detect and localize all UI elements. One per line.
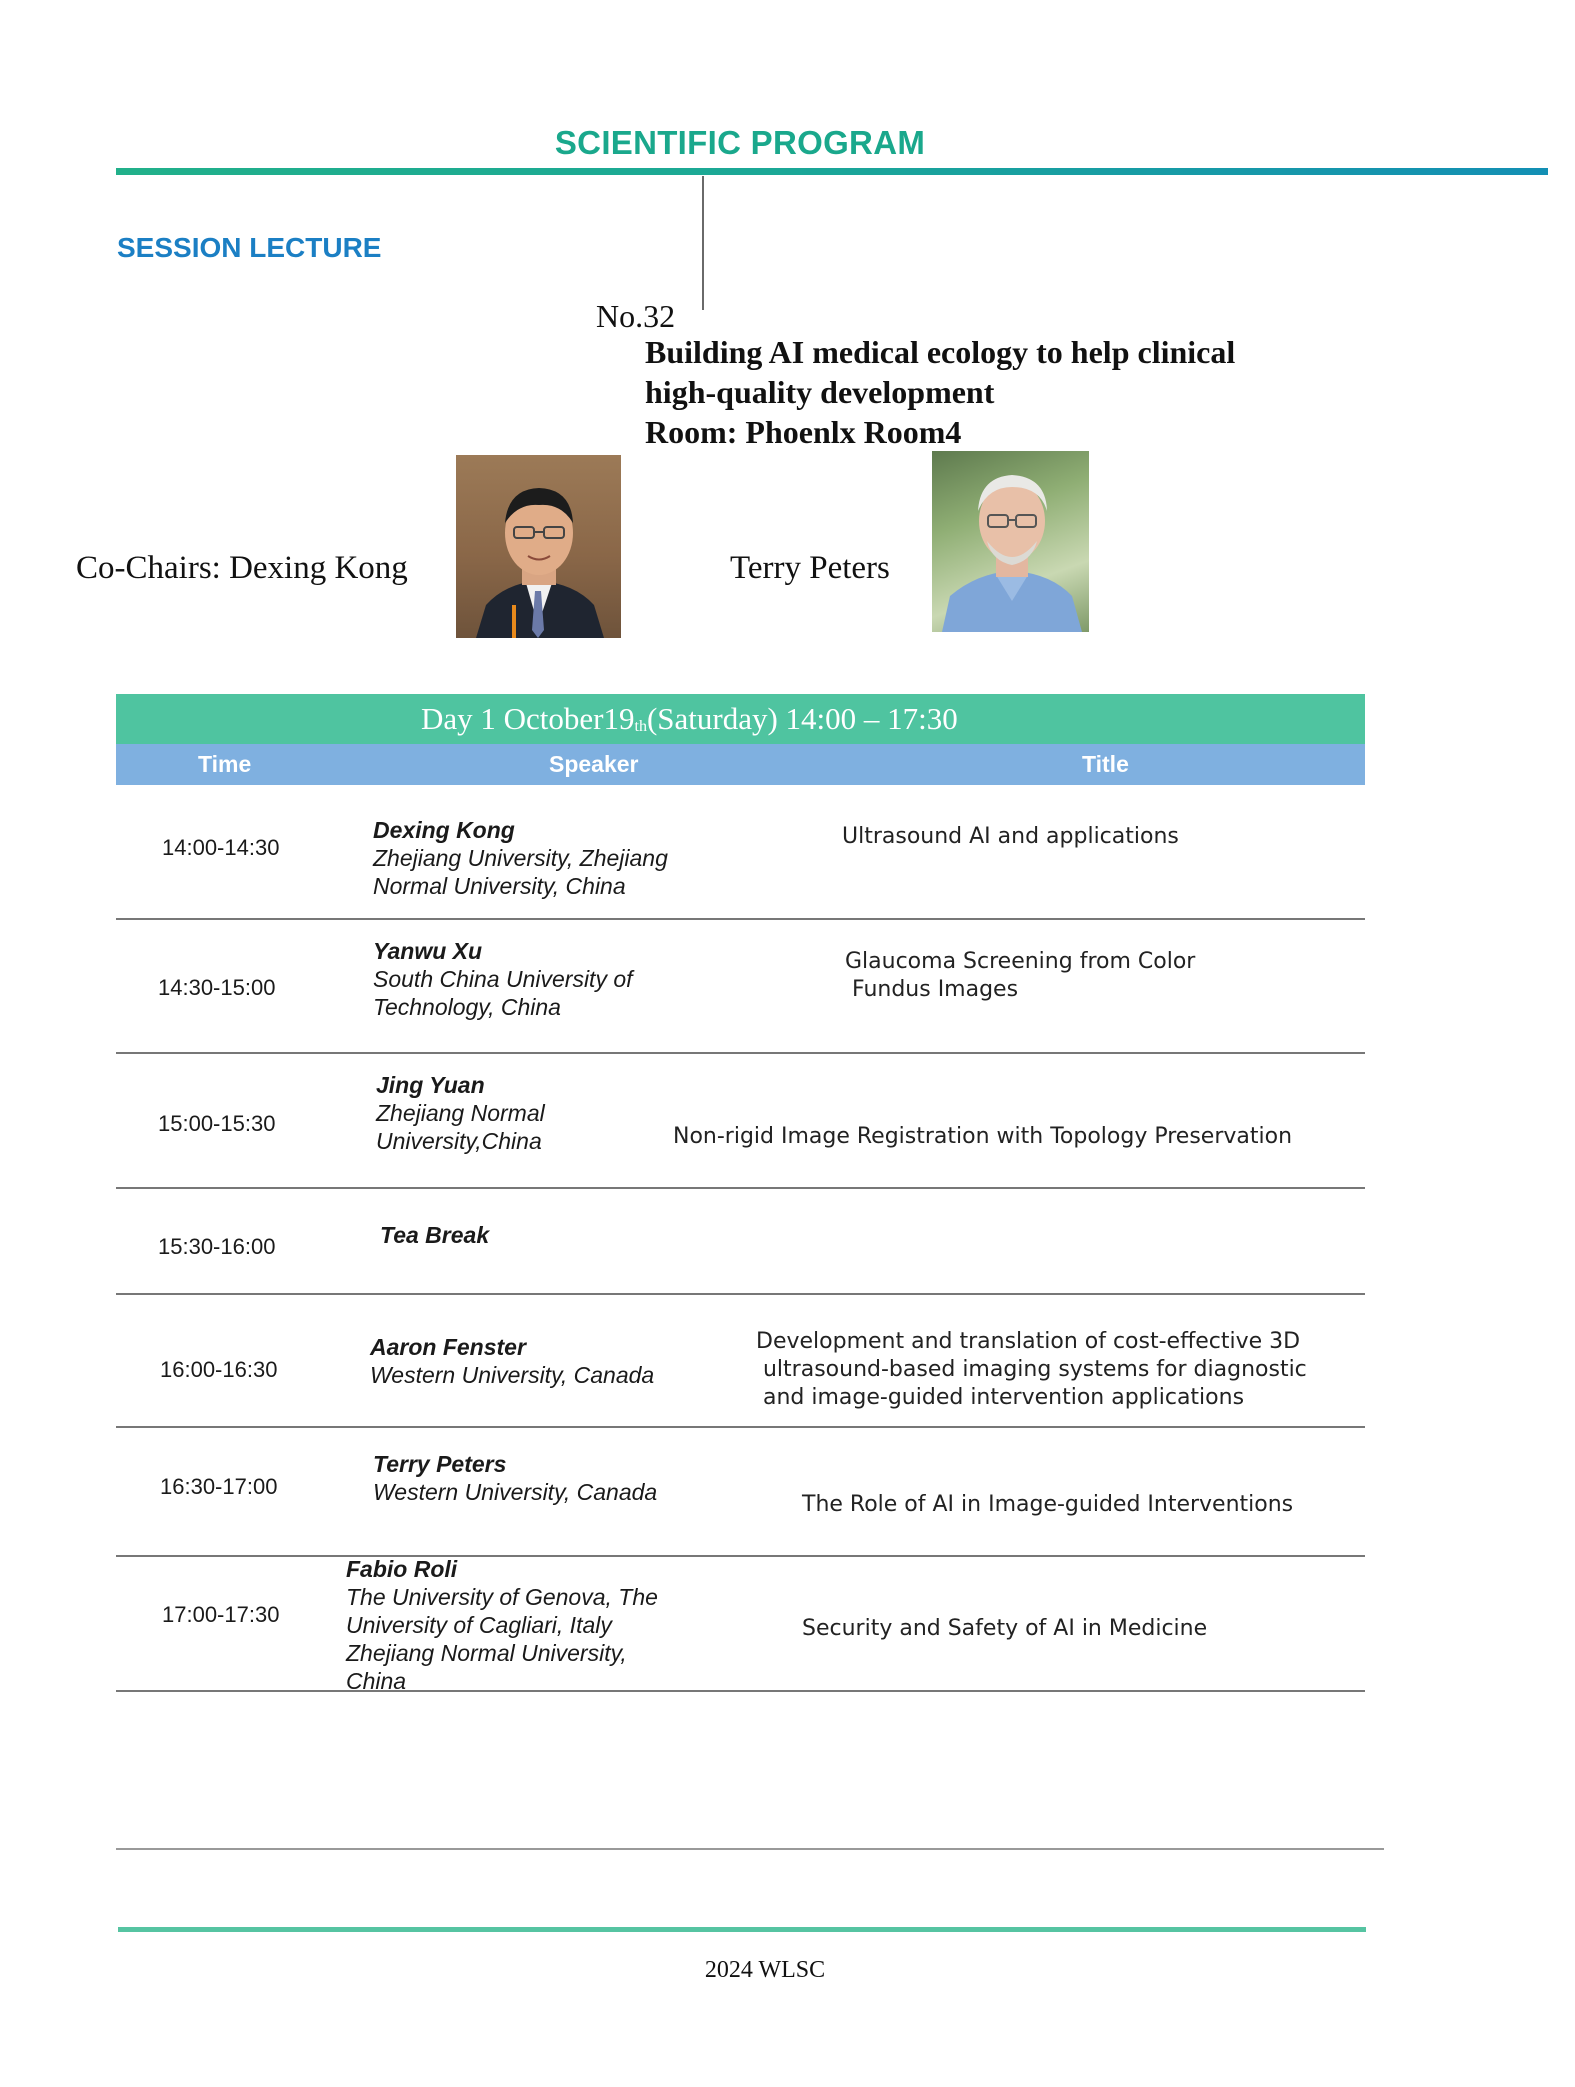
speaker-name: Dexing Kong [373, 817, 515, 843]
section-heading: SESSION LECTURE [117, 232, 382, 263]
title-line: Development and translation of cost-effective 3D [756, 1329, 1301, 1354]
row-time: 17:00-17:30 [162, 1602, 280, 1627]
row-title: Ultrasound AI and applications [842, 824, 1179, 849]
title-line: Glaucoma Screening from Color [845, 949, 1196, 974]
row-time: 15:00-15:30 [158, 1111, 276, 1136]
column-header-title: Title [1082, 751, 1129, 777]
page-title: SCIENTIFIC PROGRAM [554, 124, 926, 161]
speaker-affiliation: Zhejiang Normal [376, 1100, 545, 1126]
speaker-name: Tea Break [380, 1222, 490, 1248]
row-title [756, 1328, 1307, 1412]
row-speaker [373, 1450, 657, 1506]
row-time: 15:30-16:00 [158, 1234, 276, 1259]
row-time: 16:00-16:30 [160, 1357, 278, 1382]
lecture-title-line: high-quality development [645, 374, 995, 410]
speaker-affiliation: Western University, Canada [373, 1479, 658, 1505]
speaker-name: Terry Peters [373, 1451, 507, 1477]
title-line: Fundus Images [845, 977, 1019, 1002]
table-row [116, 920, 1365, 1054]
row-title [845, 948, 1195, 1004]
schedule-table [116, 694, 1365, 1692]
photo-dexing-kong [456, 455, 621, 638]
day-time-range: (Saturday) 14:00 – 17:30 [646, 701, 958, 736]
photo-terry-peters [932, 451, 1089, 632]
speaker-name: Yanwu Xu [373, 938, 483, 964]
table-row [116, 1189, 1365, 1295]
row-speaker [380, 1221, 489, 1249]
speaker-affiliation: University of Cagliari, Italy [346, 1612, 612, 1638]
title-line: ultrasound-based imaging systems for diagnostic [756, 1357, 1307, 1382]
row-speaker [373, 816, 668, 900]
speaker-name: Aaron Fenster [370, 1334, 526, 1360]
day-date: Day 1 October19 [421, 701, 635, 736]
table-row [116, 1295, 1365, 1428]
row-time: 16:30-17:00 [160, 1474, 278, 1499]
speaker-affiliation: Normal University, China [373, 873, 626, 899]
row-title: Security and Safety of AI in Medicine [802, 1616, 1208, 1641]
footer-rule [118, 1927, 1366, 1932]
speaker-affiliation: Zhejiang University, Zhejiang [373, 845, 668, 871]
speaker-affiliation: Technology, China [373, 994, 561, 1020]
table-row [116, 1428, 1365, 1557]
row-time: 14:00-14:30 [162, 835, 280, 860]
header-rule [116, 168, 1548, 175]
speaker-affiliation: Western University, Canada [370, 1362, 655, 1388]
footer-text: 2024 WLSC [704, 1957, 826, 1983]
table-bottom-rule [116, 1848, 1384, 1850]
row-speaker [346, 1555, 658, 1695]
day-ordinal: th [634, 718, 647, 735]
column-header-speaker: Speaker [549, 751, 639, 777]
row-title: Non-rigid Image Registration with Topology Preservation [673, 1124, 1293, 1149]
speaker-affiliation: The University of Genova, The [346, 1584, 658, 1610]
speaker-affiliation: University,China [376, 1128, 542, 1154]
column-headers [116, 744, 1365, 785]
row-speaker [373, 937, 633, 1021]
portrait-terry-peters [932, 451, 1089, 632]
co-chairs-label: Co-Chairs: Dexing Kong [76, 550, 408, 586]
day-banner-text [421, 694, 958, 750]
table-row [116, 785, 1365, 920]
speaker-name: Fabio Roli [346, 1556, 458, 1582]
row-time: 14:30-15:00 [158, 975, 276, 1000]
portrait-dexing-kong [456, 455, 621, 638]
speaker-name: Jing Yuan [376, 1072, 485, 1098]
title-line: and image-guided intervention applications [756, 1385, 1245, 1410]
table-row [116, 1557, 1365, 1692]
lecture-title-line: Building AI medical ecology to help clinical [645, 334, 1236, 370]
speaker-affiliation: Zhejiang Normal University, [346, 1640, 627, 1666]
table-row [116, 1054, 1365, 1189]
lecture-title-block [645, 332, 1235, 452]
row-title: The Role of AI in Image-guided Interventions [802, 1492, 1294, 1517]
row-speaker [370, 1333, 654, 1389]
row-speaker [376, 1071, 545, 1155]
column-header-time: Time [198, 751, 252, 777]
lecture-room: Room: Phoenlx Room4 [645, 414, 962, 450]
co-chair-second: Terry Peters [730, 550, 890, 586]
lecture-number: No.32 [596, 298, 676, 334]
day-banner [116, 694, 1365, 744]
speaker-affiliation: China [346, 1668, 407, 1694]
speaker-affiliation: South China University of [373, 966, 633, 992]
vertical-divider [702, 176, 704, 310]
